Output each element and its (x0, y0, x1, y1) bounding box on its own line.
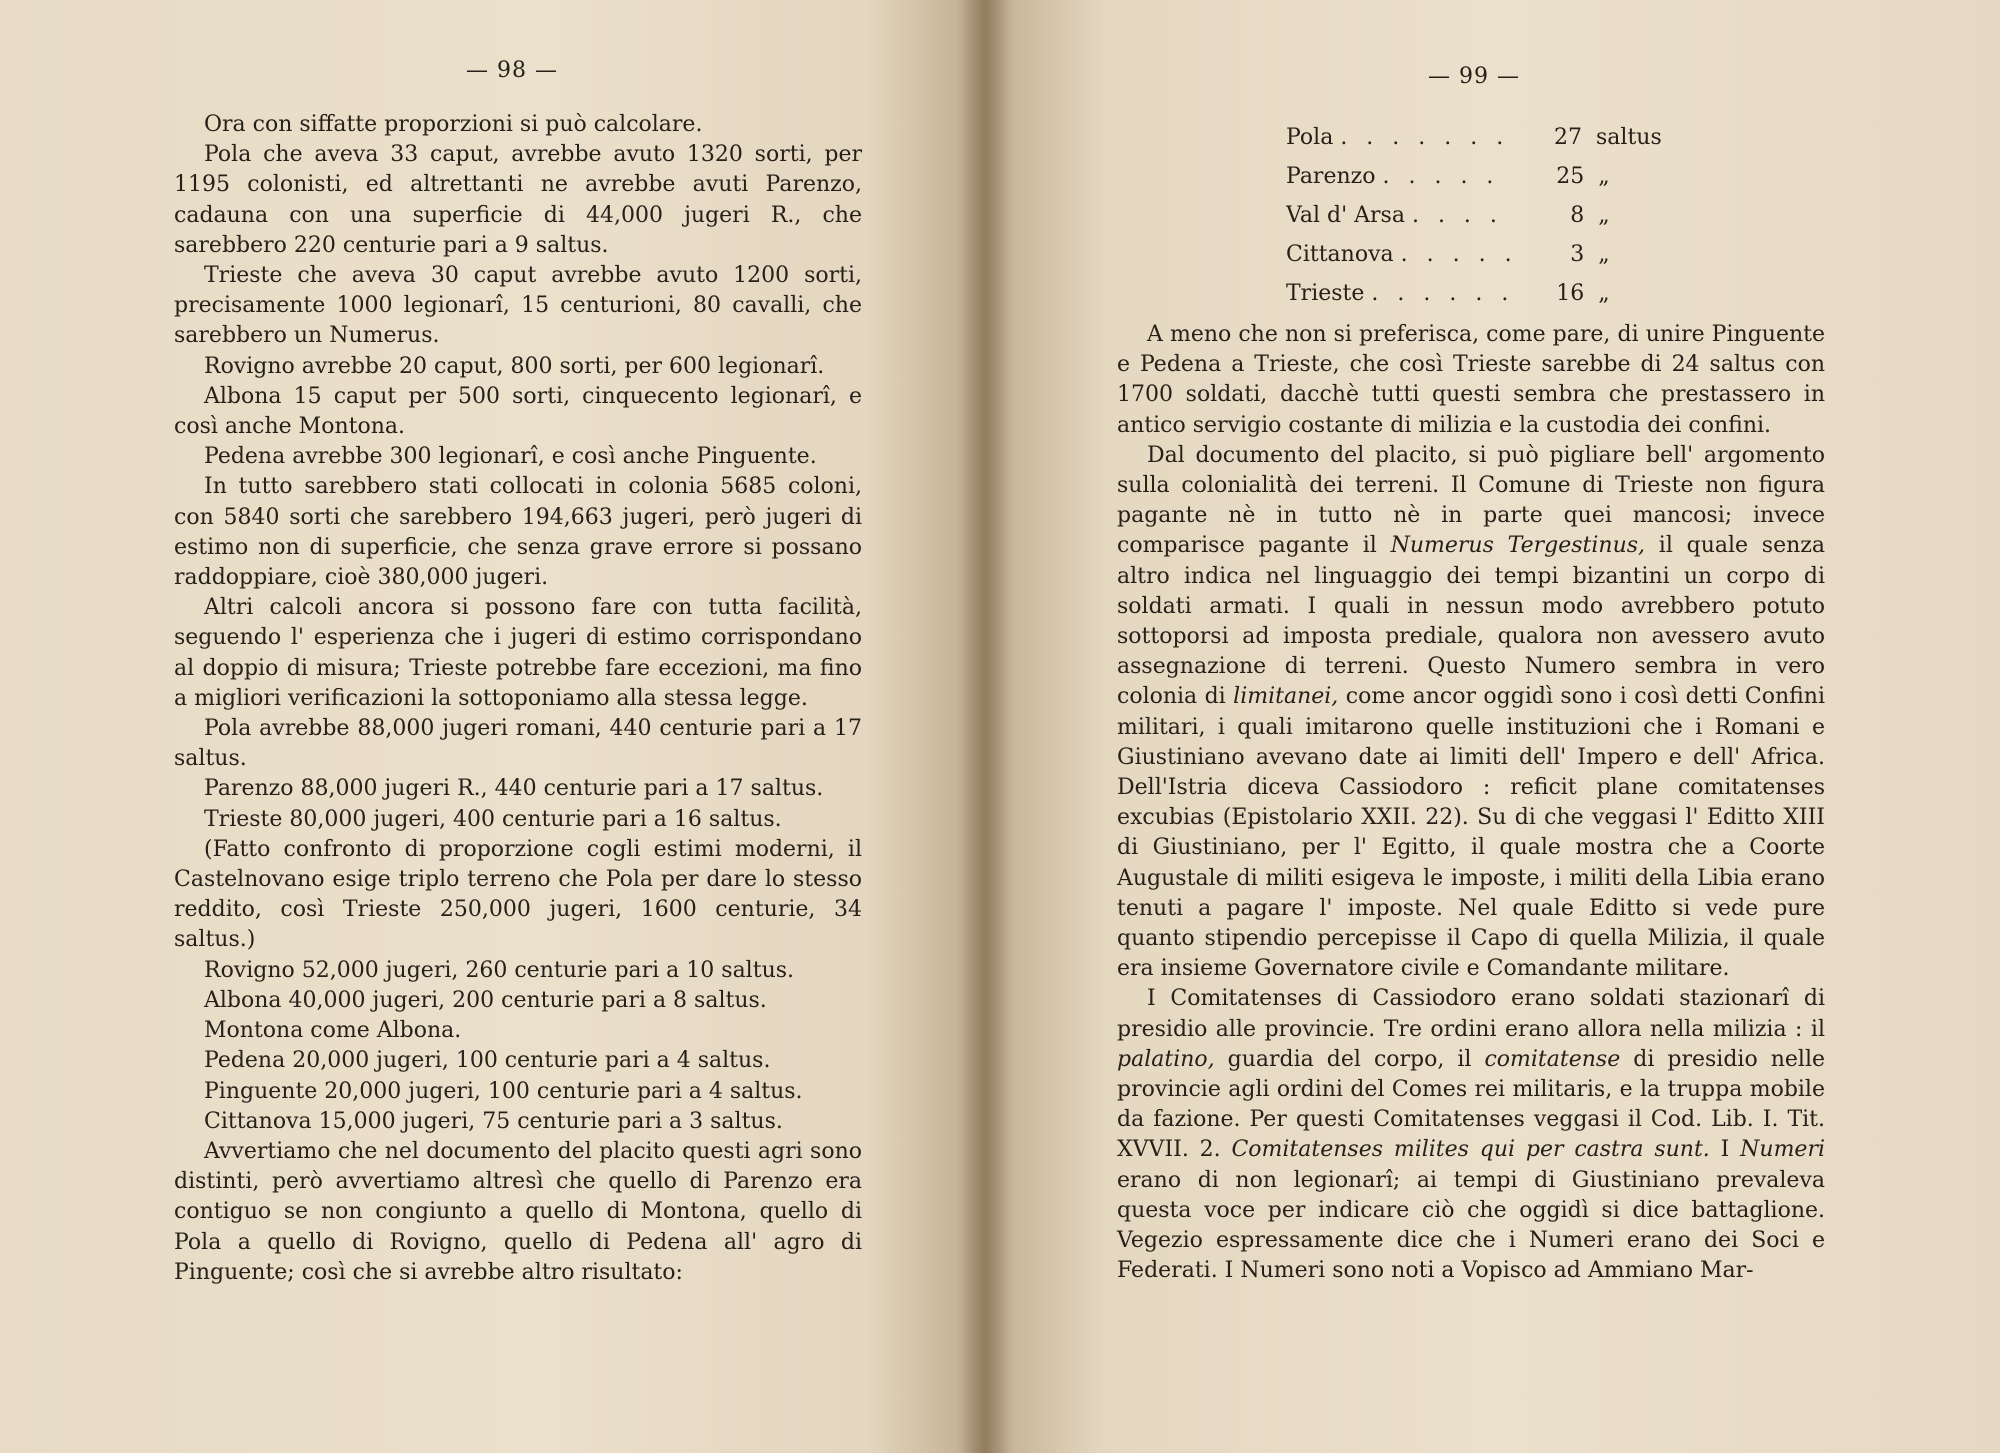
left-page (0, 0, 985, 1453)
tally-unit: „ (1598, 281, 1610, 306)
paragraph: Pola avrebbe 88,000 jugeri romani, 440 centurie pari a 17 saltus. (174, 716, 862, 772)
paragraph: Altri calcoli ancora si possono fare con tutta facilità, seguendo l' esperienza che i jugeri di estimo corrispondano al doppio di misura; Trieste potrebbe fare eccezioni, ma fino a migliori verificazioni la sottoponiamo alla stessa legge. (174, 595, 862, 711)
italic-term: Numeri (1740, 1137, 1826, 1163)
paragraph: Rovigno avrebbe 20 caput, 800 sorti, per 600 legionarî. (204, 353, 825, 379)
tally-value: 8 (1570, 203, 1585, 228)
italic-term: comitatense (1484, 1046, 1621, 1072)
paragraph: Avvertiamo che nel documento del placito questi agri sono distinti, però avvertiamo altresì che quello di Parenzo era contiguo se non congiunto a quello di Montona, quello di Pola a quello di Rovigno, quello di Pedena all' agro di Pinguente; così che si avrebbe altro risultato: (174, 1138, 862, 1285)
italic-term: palatino, (1117, 1046, 1215, 1072)
tally-row (1286, 274, 1656, 313)
paragraph: Albona 15 caput per 500 sorti, cinquecento legionarî, e così anche Montona. (174, 383, 862, 440)
paragraph: (Fatto confronto di proporzione cogli estimi moderni, il Castelnovano esige triplo terreno che Pola per dare lo stesso reddito, così Trieste 250,000 jugeri, 1600 centurie, 34 saltus.) (174, 836, 862, 953)
left-page-body (174, 110, 862, 1288)
tally-row (1286, 196, 1656, 235)
tally-leader: . . . . . . . (1340, 125, 1510, 150)
paragraph: Trieste che aveva 30 caput avrebbe avuto 1200 sorti, precisamente 1000 legionarî, 15 centurioni, 80 cavalli, che sarebbero un Numerus. (174, 263, 862, 349)
tally-leader: . . . . . . (1371, 281, 1515, 306)
page-number-left: — 98 — (466, 58, 558, 83)
italic-term: limitanei, (1233, 684, 1339, 710)
tally-value: 16 (1556, 281, 1585, 306)
tally-value: 3 (1570, 242, 1585, 267)
binding-gutter (960, 0, 1010, 1453)
paragraph: Rovigno 52,000 jugeri, 260 centurie pari a 10 saltus. (204, 957, 795, 983)
saltus-tally (1286, 118, 1662, 313)
paragraph: I Comitatenses di Cassiodoro erano soldati stazionarî di presidio alle provincie. Tre ordini erano allora nella milizia : il palatino, guardia del corpo, il comitatense di presidio nelle provincie agli ordini del Comes rei militaris, e la truppa mobile da fazione. Per questi Comitatenses veggasi il Cod. Lib. I. Tit. XVVII. 2. Comitatenses milites qui per castra sunt. I Numeri erano di non legionarî; ai tempi di Giustiniano prevaleva questa voce per indicare ciò che oggidì si dice battaglione. Vegezio espressamente dice che i Numeri erano dei Soci e Federati. I Numeri sono noti a Vopisco ad Ammiano Mar- (1117, 986, 1826, 1284)
paragraph: Pedena 20,000 jugeri, 100 centurie pari a 4 saltus. (204, 1048, 771, 1074)
paragraph: Ora con siffatte proporzioni si può calcolare. (204, 112, 703, 137)
right-page-body (1117, 320, 1825, 1287)
tally-leader: . . . . (1411, 203, 1503, 228)
paragraph: Pedena avrebbe 300 legionarî, e così anche Pinguente. (204, 444, 817, 470)
paragraph: A meno che non si preferisca, come pare, di unire Pinguente e Pedena a Trieste, che così Trieste sarebbe di 24 saltus con 1700 soldati, dacchè tutti questi sembra che prestassero in antico servigio costante di milizia e la custodia dei confini. (1117, 322, 1825, 438)
paragraph: Pola che aveva 33 caput, avrebbe avuto 1320 sorti, per 1195 colonisti, ed altrettanti ne avrebbe avuti Parenzo, cadauna con una superficie di 44,000 jugeri R., che sarebbero 220 centurie pari a 9 saltus. (174, 142, 862, 258)
tally-value: 25 (1556, 164, 1585, 189)
paragraph: In tutto sarebbero stati collocati in colonia 5685 coloni, con 5840 sorti che sarebbero 194,663 jugeri, però jugeri di estimo non di superficie, che senza grave errore si possano raddoppiare, cioè 380,000 jugeri. (174, 474, 862, 591)
tally-row (1286, 157, 1656, 196)
paragraph: Albona 40,000 jugeri, 200 centurie pari a 8 saltus. (204, 987, 767, 1013)
tally-row (1286, 118, 1662, 157)
paragraph: Pinguente 20,000 jugeri, 100 centurie pari a 4 saltus. (204, 1078, 803, 1104)
italic-term: Comitatenses milites qui per castra sunt. (1231, 1137, 1710, 1163)
paragraph: Montona come Albona. (204, 1018, 462, 1044)
paragraph: Trieste 80,000 jugeri, 400 centurie pari a 16 saltus. (204, 806, 782, 832)
tally-leader: . . . . . (1400, 242, 1518, 267)
tally-unit: „ (1598, 242, 1610, 267)
paragraph: Parenzo 88,000 jugeri R., 440 centurie pari a 17 saltus. (204, 776, 824, 802)
tally-place: Cittanova (1286, 242, 1394, 267)
tally-leader: . . . . . (1382, 164, 1500, 189)
tally-value: 27 (1554, 125, 1582, 150)
tally-row (1286, 235, 1656, 274)
tally-place: Parenzo (1286, 164, 1376, 189)
paragraph: Cittanova 15,000 jugeri, 75 centurie pari a 3 saltus. (204, 1108, 783, 1134)
page-number-right: — 99 — (1428, 64, 1520, 89)
tally-unit: „ (1598, 203, 1610, 228)
paragraph: Dal documento del placito, si può pigliare bell' argomento sulla colonialità dei terreni. Il Comune di Trieste non figura pagante nè in tutto nè in parte quei mancosi; invece comparisce pagante il Numerus Tergestinus, il quale senza altro indica nel linguaggio dei tempi bizantini un corpo di soldati armati. I quali in nessun modo avrebbero potuto sottoporsi ad imposta prediale, qualora non avessero avuto assegnazione di terreni. Questo Numero sembra in vero colonia di limitanei, come ancor oggidì sono i così detti Confini militari, i quali imitarono quelle instituzioni che i Romani e Giustiniano avevano date ai limiti dell' Impero e dell' Africa. Dell'Istria diceva Cassiodoro : reficit plane comitatenses excubias (Epistolario XXII. 22). Su di che veggasi l' Editto XIII di Giustiniano, per l' Egitto, il quale mostra che a Coorte Augustale di militi esigeva le imposte, i militi della Libia erano tenuti a pagare l' imposte. Nel quale Editto si vede pure quanto stipendio percepisse il Capo di quella Milizia, il quale era insieme Governatore civile e Comandante militare. (1117, 442, 1825, 982)
tally-place: Pola (1286, 125, 1334, 150)
tally-unit: saltus (1596, 125, 1662, 150)
tally-place: Trieste (1286, 281, 1365, 306)
tally-place: Val d' Arsa (1286, 203, 1405, 228)
tally-unit: „ (1598, 164, 1610, 189)
italic-term: Numerus Tergestinus, (1390, 533, 1646, 559)
